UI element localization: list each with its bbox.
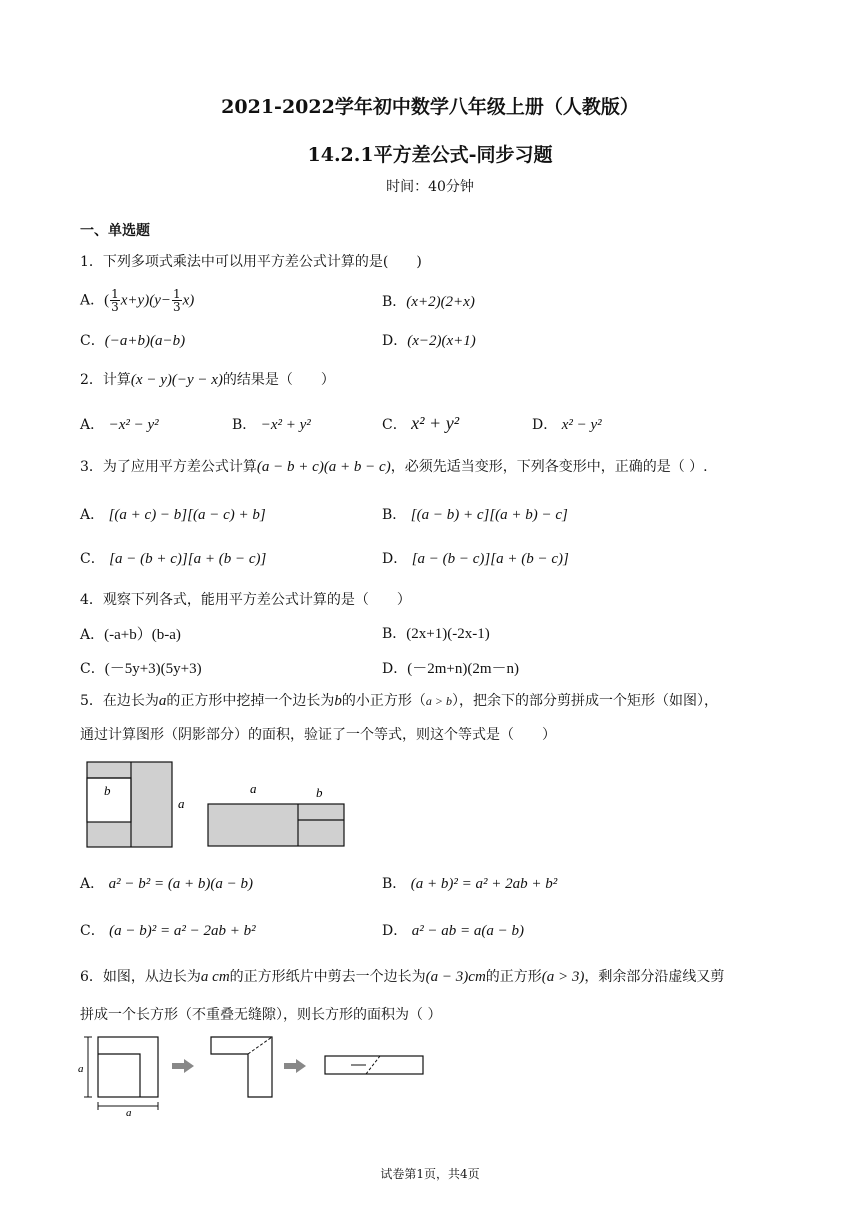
rearranged-rectangle [208, 781, 344, 846]
square-paper [78, 1037, 158, 1116]
q2-option-a: A． −x² − y² [80, 417, 159, 433]
q5-stem-line2: 通过计算图形（阴影部分）的面积，验证了一个等式，则这个等式是（ ） [80, 727, 556, 743]
doc-title: 2021-2022学年初中数学八年级上册（人教版） [221, 96, 639, 118]
page-footer: 试卷第1页，共4页 [380, 1167, 480, 1181]
label-b: b [316, 785, 323, 800]
time-limit: 时间：40分钟 [386, 179, 474, 195]
fraction: $\frac{1}{3}$ [111, 287, 119, 314]
q6-stem-line2: 拼成一个长方形（不重叠无缝隙），则长方形的面积为（ ） [80, 1007, 442, 1023]
q3-stem: 3．为了应用平方差公式计算(a − b + c)(a + b − c)，必须先适当变形，下列各变形中，正确的是（ ）. [80, 459, 708, 475]
q4-option-b: B．(2x+1)(-2x-1) [382, 626, 490, 642]
q1-option-d: D．(x−2)(x+1) [382, 333, 476, 349]
q4-option-a: A．(-a+b）(b-a) [80, 627, 181, 643]
fraction: $\frac{1}{3}$ [172, 287, 181, 314]
q1-stem: 1．下列多项式乘法中可以用平方差公式计算的是( ) [80, 254, 422, 270]
long-rectangle [325, 1056, 423, 1074]
q4-option-c: C．(－5y+3)(5y+3) [80, 661, 202, 677]
arrow-icon [172, 1059, 194, 1073]
q3-option-c: C． [a − (b + c)][a + (b − c)] [80, 551, 267, 567]
square-with-hole [87, 762, 172, 847]
q6-figure [76, 1032, 436, 1116]
q6-stem-line1: 6．如图，从边长为a cm的正方形纸片中剪去一个边长为(a − 3)cm的正方形(a > 3)，剩余部分沿虚线又剪 [80, 969, 725, 985]
q2-option-b: B． −x² + y² [232, 417, 311, 433]
q5-option-d: D． a² − ab = a(a − b) [382, 923, 525, 939]
q1-option-a: A．( $\frac{1}{3}$ x+y)(y− $\frac{1}{3}$ x) [80, 287, 195, 314]
label-a: a [78, 1063, 84, 1075]
q2-option-d: D． x² − y² [532, 417, 602, 433]
q5-option-c: C． (a − b)² = a² − 2ab + b² [80, 923, 256, 939]
q4-stem: 4．观察下列各式，能用平方差公式计算的是（ ） [80, 592, 411, 608]
q1-option-b: B．(x+2)(2+x) [382, 294, 475, 310]
q5-option-a: A． a² − b² = (a + b)(a − b) [80, 876, 254, 892]
q2-stem: 2．计算(x − y)(−y − x)的结果是（ ） [80, 372, 335, 388]
q3-option-a: A． [(a + c) − b][(a − c) + b] [80, 507, 266, 523]
q5-figure [80, 758, 370, 858]
q1-option-c: C．(−a+b)(a−b) [80, 333, 186, 349]
label-a: a [126, 1107, 132, 1116]
section-heading: 一、单选题 [80, 223, 150, 239]
option-label: A． [80, 292, 105, 309]
label-b: b [104, 783, 111, 798]
q3-option-d: D． [a − (b − c)][a + (b − c)] [382, 551, 569, 567]
l-shape [211, 1037, 272, 1097]
q5-stem-line1: 5．在边长为a的正方形中挖掉一个边长为b的小正方形（a > b），把余下的部分剪拼成一个矩形（如图）， [80, 693, 719, 709]
arrow-icon [284, 1059, 306, 1073]
label-a: a [178, 796, 185, 811]
label-a: a [250, 781, 257, 796]
doc-subtitle: 14.2.1平方差公式-同步习题 [307, 144, 553, 166]
q5-option-b: B． (a + b)² = a² + 2ab + b² [382, 876, 558, 892]
q3-option-b: B． [(a − b) + c][(a + b) − c] [382, 507, 568, 523]
q2-option-c: C． x² + y² [382, 413, 460, 433]
q4-option-d: D．(－2m+n)(2m－n) [382, 661, 520, 677]
